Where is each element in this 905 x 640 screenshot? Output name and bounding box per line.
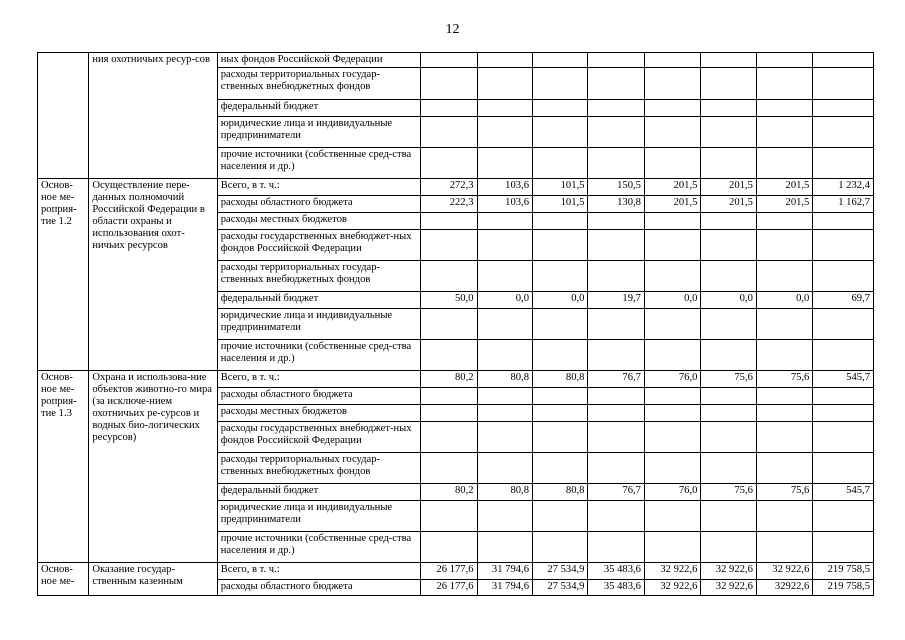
year-value-cell: 80,8 xyxy=(533,371,588,388)
table-row xyxy=(38,53,874,68)
year-value-cell: 32 922,6 xyxy=(701,580,756,596)
funding-source-cell: Всего, в т. ч.: xyxy=(217,563,420,580)
year-value-cell: 222,3 xyxy=(421,196,477,213)
measure-title-cell: ния охотничьих ресур-сов xyxy=(89,53,217,179)
funding-source-cell: расходы государственных внебюджет-ных фондов Российской Федерации xyxy=(217,422,420,453)
year-value-cell: 32922,6 xyxy=(756,580,812,596)
total-value-cell: 219 758,5 xyxy=(813,563,874,580)
total-value-cell xyxy=(813,213,874,230)
year-value-cell xyxy=(588,100,644,117)
total-value-cell xyxy=(813,453,874,484)
year-value-cell xyxy=(644,388,700,405)
total-value-cell xyxy=(813,68,874,100)
year-value-cell xyxy=(477,422,532,453)
year-value-cell: 32 922,6 xyxy=(701,563,756,580)
year-value-cell: 26 177,6 xyxy=(421,563,477,580)
year-value-cell xyxy=(533,68,588,100)
funding-source-cell: расходы местных бюджетов xyxy=(217,213,420,230)
year-value-cell: 103,6 xyxy=(477,179,532,196)
year-value-cell xyxy=(756,148,812,179)
year-value-cell xyxy=(477,309,532,340)
year-value-cell xyxy=(588,388,644,405)
table-row xyxy=(38,179,874,196)
year-value-cell xyxy=(644,532,700,563)
year-value-cell xyxy=(756,453,812,484)
measure-code-cell: Основ-ное ме-роприя-тие 1.2 xyxy=(38,179,89,371)
measure-title-cell: Осуществление пере-данных полномочий Российской Федерации в области охраны и использования охот-ничьих ресурсов xyxy=(89,179,217,371)
year-value-cell xyxy=(644,100,700,117)
year-value-cell xyxy=(756,100,812,117)
year-value-cell xyxy=(756,309,812,340)
year-value-cell xyxy=(421,117,477,148)
year-value-cell xyxy=(701,453,756,484)
total-value-cell: 1 162,7 xyxy=(813,196,874,213)
year-value-cell xyxy=(588,117,644,148)
year-value-cell xyxy=(701,501,756,532)
year-value-cell xyxy=(701,388,756,405)
year-value-cell: 76,7 xyxy=(588,371,644,388)
year-value-cell xyxy=(756,388,812,405)
budget-table xyxy=(37,52,874,596)
year-value-cell: 150,5 xyxy=(588,179,644,196)
year-value-cell xyxy=(756,501,812,532)
funding-source-cell: ных фондов Российской Федерации xyxy=(217,53,420,68)
year-value-cell xyxy=(533,405,588,422)
total-value-cell xyxy=(813,388,874,405)
year-value-cell: 75,6 xyxy=(701,371,756,388)
year-value-cell: 0,0 xyxy=(533,292,588,309)
year-value-cell xyxy=(644,340,700,371)
total-value-cell xyxy=(813,100,874,117)
year-value-cell: 76,7 xyxy=(588,484,644,501)
year-value-cell xyxy=(477,501,532,532)
total-value-cell xyxy=(813,117,874,148)
year-value-cell xyxy=(756,405,812,422)
measure-title-cell: Охрана и использова-ние объектов животно-го мира (за исключе-нием охотничьих ре-сурсов и водных био-логических ресурсов) xyxy=(89,371,217,563)
year-value-cell xyxy=(644,261,700,292)
year-value-cell xyxy=(756,532,812,563)
year-value-cell: 80,2 xyxy=(421,484,477,501)
table-row xyxy=(38,563,874,580)
funding-source-cell: расходы областного бюджета xyxy=(217,196,420,213)
year-value-cell xyxy=(533,309,588,340)
year-value-cell xyxy=(644,422,700,453)
year-value-cell: 80,8 xyxy=(533,484,588,501)
funding-source-cell: федеральный бюджет xyxy=(217,292,420,309)
year-value-cell xyxy=(477,53,532,68)
funding-source-cell: прочие источники (собственные сред-ства населения и др.) xyxy=(217,340,420,371)
year-value-cell: 35 483,6 xyxy=(588,563,644,580)
year-value-cell: 31 794,6 xyxy=(477,580,532,596)
year-value-cell xyxy=(533,261,588,292)
year-value-cell: 32 922,6 xyxy=(644,563,700,580)
year-value-cell xyxy=(756,213,812,230)
funding-source-cell: федеральный бюджет xyxy=(217,484,420,501)
year-value-cell xyxy=(477,100,532,117)
year-value-cell: 0,0 xyxy=(477,292,532,309)
year-value-cell xyxy=(756,117,812,148)
year-value-cell xyxy=(477,261,532,292)
year-value-cell xyxy=(701,261,756,292)
year-value-cell: 50,0 xyxy=(421,292,477,309)
year-value-cell xyxy=(421,68,477,100)
year-value-cell: 26 177,6 xyxy=(421,580,477,596)
year-value-cell: 75,6 xyxy=(756,484,812,501)
year-value-cell xyxy=(588,230,644,261)
page-number: 12 xyxy=(445,22,460,37)
year-value-cell: 80,2 xyxy=(421,371,477,388)
year-value-cell: 32 922,6 xyxy=(644,580,700,596)
year-value-cell xyxy=(756,230,812,261)
year-value-cell xyxy=(477,117,532,148)
year-value-cell xyxy=(644,501,700,532)
year-value-cell xyxy=(421,532,477,563)
year-value-cell: 201,5 xyxy=(756,196,812,213)
year-value-cell xyxy=(533,53,588,68)
funding-source-cell: юридические лица и индивидуальные предприниматели xyxy=(217,117,420,148)
year-value-cell xyxy=(477,213,532,230)
table-row xyxy=(38,371,874,388)
year-value-cell: 101,5 xyxy=(533,196,588,213)
funding-source-cell: юридические лица и индивидуальные предприниматели xyxy=(217,501,420,532)
year-value-cell: 201,5 xyxy=(644,196,700,213)
total-value-cell: 69,7 xyxy=(813,292,874,309)
year-value-cell xyxy=(644,148,700,179)
funding-source-cell: Всего, в т. ч.: xyxy=(217,371,420,388)
year-value-cell xyxy=(421,213,477,230)
year-value-cell xyxy=(644,117,700,148)
funding-source-cell: расходы территориальных государ-ственных внебюджетных фондов xyxy=(217,261,420,292)
measure-title-cell: Оказание государ-ственным казенным xyxy=(89,563,217,596)
year-value-cell xyxy=(477,230,532,261)
year-value-cell: 19,7 xyxy=(588,292,644,309)
year-value-cell xyxy=(644,230,700,261)
year-value-cell xyxy=(421,100,477,117)
year-value-cell xyxy=(421,405,477,422)
year-value-cell xyxy=(701,230,756,261)
year-value-cell: 103,6 xyxy=(477,196,532,213)
year-value-cell xyxy=(477,405,532,422)
year-value-cell: 75,6 xyxy=(756,371,812,388)
funding-source-cell: расходы местных бюджетов xyxy=(217,405,420,422)
total-value-cell xyxy=(813,309,874,340)
year-value-cell: 201,5 xyxy=(756,179,812,196)
year-value-cell xyxy=(421,453,477,484)
year-value-cell xyxy=(644,453,700,484)
measure-code-cell: Основ-ное ме-роприя-тие 1.3 xyxy=(38,371,89,563)
funding-source-cell: расходы территориальных государ-ственных внебюджетных фондов xyxy=(217,68,420,100)
funding-source-cell: расходы государственных внебюджет-ных фондов Российской Федерации xyxy=(217,230,420,261)
total-value-cell xyxy=(813,148,874,179)
funding-source-cell: юридические лица и индивидуальные предприниматели xyxy=(217,309,420,340)
year-value-cell xyxy=(588,148,644,179)
year-value-cell: 76,0 xyxy=(644,484,700,501)
funding-source-cell: расходы областного бюджета xyxy=(217,388,420,405)
year-value-cell xyxy=(588,422,644,453)
year-value-cell xyxy=(533,213,588,230)
year-value-cell xyxy=(421,422,477,453)
year-value-cell xyxy=(421,340,477,371)
year-value-cell xyxy=(477,532,532,563)
year-value-cell xyxy=(421,230,477,261)
year-value-cell xyxy=(701,422,756,453)
year-value-cell xyxy=(477,68,532,100)
funding-source-cell: федеральный бюджет xyxy=(217,100,420,117)
year-value-cell xyxy=(701,148,756,179)
total-value-cell: 219 758,5 xyxy=(813,580,874,596)
total-value-cell xyxy=(813,261,874,292)
year-value-cell xyxy=(756,261,812,292)
year-value-cell: 130,8 xyxy=(588,196,644,213)
year-value-cell xyxy=(477,340,532,371)
total-value-cell xyxy=(813,501,874,532)
year-value-cell xyxy=(421,388,477,405)
year-value-cell: 75,6 xyxy=(701,484,756,501)
year-value-cell xyxy=(644,53,700,68)
measure-code-cell: Основ-ное ме- xyxy=(38,563,89,596)
year-value-cell xyxy=(533,422,588,453)
year-value-cell xyxy=(477,148,532,179)
year-value-cell xyxy=(756,340,812,371)
year-value-cell xyxy=(533,340,588,371)
total-value-cell: 1 232,4 xyxy=(813,179,874,196)
funding-source-cell: расходы областного бюджета xyxy=(217,580,420,596)
year-value-cell xyxy=(644,213,700,230)
total-value-cell xyxy=(813,422,874,453)
year-value-cell: 272,3 xyxy=(421,179,477,196)
year-value-cell: 0,0 xyxy=(756,292,812,309)
total-value-cell xyxy=(813,340,874,371)
total-value-cell xyxy=(813,53,874,68)
year-value-cell: 80,8 xyxy=(477,484,532,501)
year-value-cell xyxy=(756,422,812,453)
year-value-cell xyxy=(701,340,756,371)
year-value-cell xyxy=(421,148,477,179)
year-value-cell xyxy=(588,213,644,230)
year-value-cell: 76,0 xyxy=(644,371,700,388)
year-value-cell xyxy=(477,388,532,405)
year-value-cell xyxy=(701,213,756,230)
year-value-cell xyxy=(644,68,700,100)
year-value-cell xyxy=(533,388,588,405)
total-value-cell xyxy=(813,230,874,261)
year-value-cell xyxy=(533,501,588,532)
year-value-cell: 101,5 xyxy=(533,179,588,196)
year-value-cell xyxy=(477,453,532,484)
total-value-cell: 545,7 xyxy=(813,484,874,501)
year-value-cell xyxy=(588,53,644,68)
measure-code-cell xyxy=(38,53,89,179)
funding-source-cell: расходы территориальных государ-ственных внебюджетных фондов xyxy=(217,453,420,484)
year-value-cell xyxy=(701,532,756,563)
year-value-cell xyxy=(421,261,477,292)
year-value-cell xyxy=(533,230,588,261)
year-value-cell: 0,0 xyxy=(701,292,756,309)
year-value-cell: 35 483,6 xyxy=(588,580,644,596)
funding-source-cell: прочие источники (собственные сред-ства населения и др.) xyxy=(217,148,420,179)
year-value-cell xyxy=(588,309,644,340)
year-value-cell xyxy=(701,100,756,117)
year-value-cell: 0,0 xyxy=(644,292,700,309)
year-value-cell xyxy=(588,501,644,532)
year-value-cell xyxy=(701,68,756,100)
total-value-cell xyxy=(813,532,874,563)
year-value-cell xyxy=(701,53,756,68)
year-value-cell xyxy=(644,309,700,340)
year-value-cell xyxy=(533,532,588,563)
year-value-cell xyxy=(421,309,477,340)
year-value-cell xyxy=(588,405,644,422)
year-value-cell xyxy=(533,453,588,484)
year-value-cell: 80,8 xyxy=(477,371,532,388)
funding-source-cell: Всего, в т. ч.: xyxy=(217,179,420,196)
year-value-cell xyxy=(588,340,644,371)
year-value-cell: 27 534,9 xyxy=(533,563,588,580)
year-value-cell xyxy=(701,309,756,340)
year-value-cell xyxy=(756,53,812,68)
year-value-cell xyxy=(588,453,644,484)
year-value-cell xyxy=(533,148,588,179)
year-value-cell xyxy=(588,532,644,563)
year-value-cell: 201,5 xyxy=(701,196,756,213)
year-value-cell xyxy=(588,68,644,100)
year-value-cell xyxy=(533,117,588,148)
year-value-cell: 32 922,6 xyxy=(756,563,812,580)
year-value-cell xyxy=(701,405,756,422)
total-value-cell: 545,7 xyxy=(813,371,874,388)
year-value-cell: 31 794,6 xyxy=(477,563,532,580)
year-value-cell xyxy=(701,117,756,148)
year-value-cell xyxy=(533,100,588,117)
year-value-cell xyxy=(421,53,477,68)
year-value-cell: 27 534,9 xyxy=(533,580,588,596)
year-value-cell: 201,5 xyxy=(644,179,700,196)
total-value-cell xyxy=(813,405,874,422)
year-value-cell xyxy=(644,405,700,422)
year-value-cell xyxy=(588,261,644,292)
funding-source-cell: прочие источники (собственные сред-ства населения и др.) xyxy=(217,532,420,563)
year-value-cell: 201,5 xyxy=(701,179,756,196)
year-value-cell xyxy=(421,501,477,532)
year-value-cell xyxy=(756,68,812,100)
